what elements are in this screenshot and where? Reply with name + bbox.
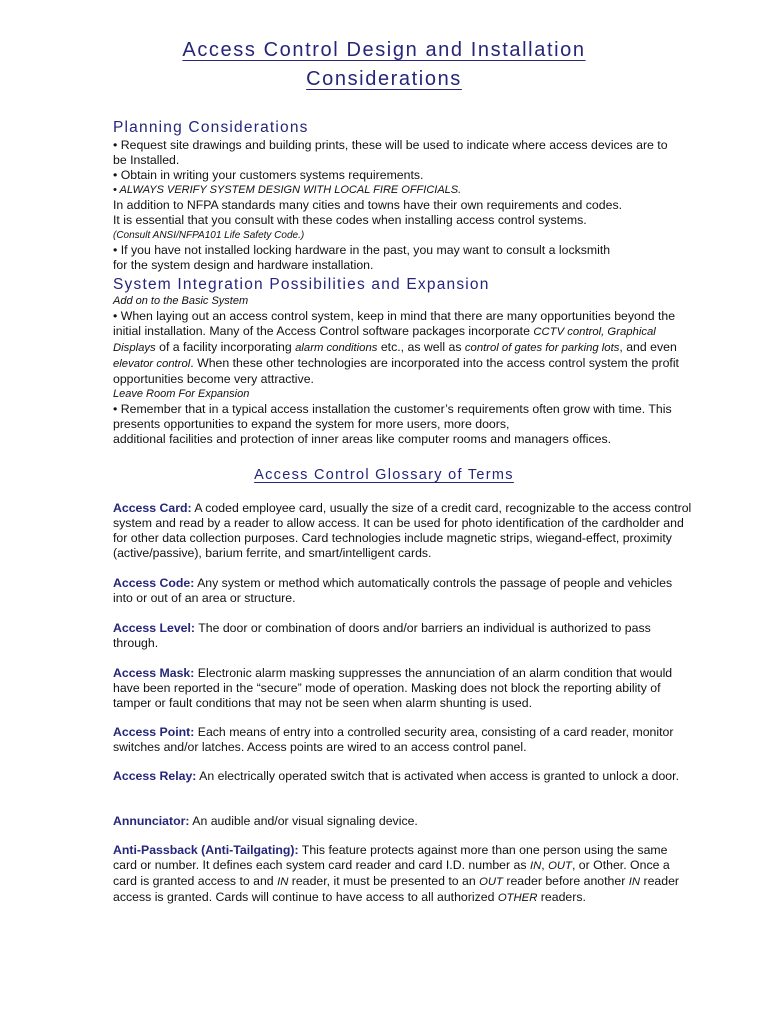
- planning-line: • Obtain in writing your customers systems requirements.: [113, 168, 424, 182]
- planning-line: for the system design and hardware installation.: [113, 258, 374, 272]
- glossary-definition: An electrically operated switch that is activated when access is granted to unlock a door.: [196, 769, 679, 783]
- integration-line: • Remember that in a typical access installation the customer’s requirements often grow with time. This: [113, 402, 672, 416]
- glossary-entry: [113, 621, 693, 651]
- planning-line: It is essential that you consult with these codes when installing access control systems.: [113, 213, 587, 227]
- glossary-entry: [113, 501, 693, 561]
- glossary-entry: [113, 769, 693, 784]
- glossary-term: Anti-Passback (Anti-Tailgating):: [113, 843, 299, 857]
- integration-section: [113, 294, 693, 447]
- glossary-heading: Access Control Glossary of Terms: [254, 467, 514, 483]
- always-verify-note: • ALWAYS VERIFY SYSTEM DESIGN WITH LOCAL FIRE OFFICIALS.: [113, 184, 462, 196]
- glossary-term: Access Level:: [113, 621, 196, 635]
- planning-line: In addition to NFPA standards many cities and towns have their own requirements and codes.: [113, 198, 623, 212]
- planning-line: • If you have not installed locking hardware in the past, you may want to consult a locksmith: [113, 243, 611, 257]
- integration-heading: System Integration Possibilities and Expansion: [113, 276, 490, 293]
- glossary-entry: [113, 725, 693, 755]
- consult-note: (Consult ANSI/NFPA101 Life Safety Code.): [113, 230, 305, 241]
- glossary-definition: A coded employee card, usually the size of a credit card, recognizable to the access control system and read by a reader to allow access. It can be used for photo identification of the cardholder and for other data collection purposes. Card technologies include magnetic strips, wiegand-effect, proximity (active/passive), barium ferrite, and smart/intelligent cards.: [113, 501, 692, 560]
- glossary-definition: Each means of entry into a controlled security area, consisting of a card reader, monitor switches and/or latches. Access points are wired to an access control panel.: [113, 725, 674, 754]
- glossary-term: Access Code:: [113, 576, 195, 590]
- glossary-definition: The door or combination of doors and/or barriers an individual is authorized to pass through.: [113, 621, 651, 650]
- integration-paragraph: • When laying out an access control system, keep in mind that there are many opportunities beyond the initial installation. Many of the Access Control software packages incorporate CCTV control, Graphical Displays of a facility incorporating alarm conditions etc., as well as control of gates for parking lots, and even elevator control. When these other technologies are incorporated into the access control system the profit opportunities become very attractive.: [113, 309, 679, 386]
- glossary-term: Access Relay:: [113, 769, 197, 783]
- planning-heading: Planning Considerations: [113, 119, 309, 136]
- glossary-definition: Electronic alarm masking suppresses the annunciation of an alarm condition that would have been reported in the “secure” mode of operation. Masking does not block the reporting ability of tamper or fault conditions that may not be seen when alarm shunting is used.: [113, 666, 673, 710]
- planning-section: [113, 138, 693, 273]
- glossary-term: Access Point:: [113, 725, 195, 739]
- planning-line: be Installed.: [113, 153, 180, 167]
- title-line-1: Access Control Design and Installation: [182, 39, 586, 61]
- document-title: [0, 36, 768, 94]
- integration-line: presents opportunities to expand the system for more users, more doors,: [113, 417, 510, 431]
- integration-subheading: Leave Room For Expansion: [113, 388, 250, 400]
- glossary-entry: Anti-Passback (Anti-Tailgating): This feature protects against more than one person using the same card or number. It defines each system card reader and card I.D. number as IN, OUT, or Other. Once a card is granted access to and IN reader, it must be presented to an OUT reader before another IN reader access is granted. Cards will continue to have access to all authorized OTHER readers.: [113, 843, 680, 904]
- integration-subheading: Add on to the Basic System: [113, 295, 249, 307]
- glossary-definition: Any system or method which automatically controls the passage of people and vehicles into or out of an area or structure.: [113, 576, 673, 605]
- glossary-term: Access Card:: [113, 501, 192, 515]
- title-line-2: Considerations: [306, 68, 462, 90]
- glossary-term: Annunciator:: [113, 814, 190, 828]
- glossary-entry: [113, 576, 693, 606]
- planning-line: • Request site drawings and building prints, these will be used to indicate where access devices are to: [113, 138, 668, 152]
- glossary-definition: An audible and/or visual signaling device.: [189, 814, 418, 828]
- glossary-entry: [113, 814, 693, 829]
- integration-line: additional facilities and protection of inner areas like computer rooms and managers offices.: [113, 432, 612, 446]
- glossary-entry: [113, 666, 693, 711]
- glossary-term: Access Mask:: [113, 666, 195, 680]
